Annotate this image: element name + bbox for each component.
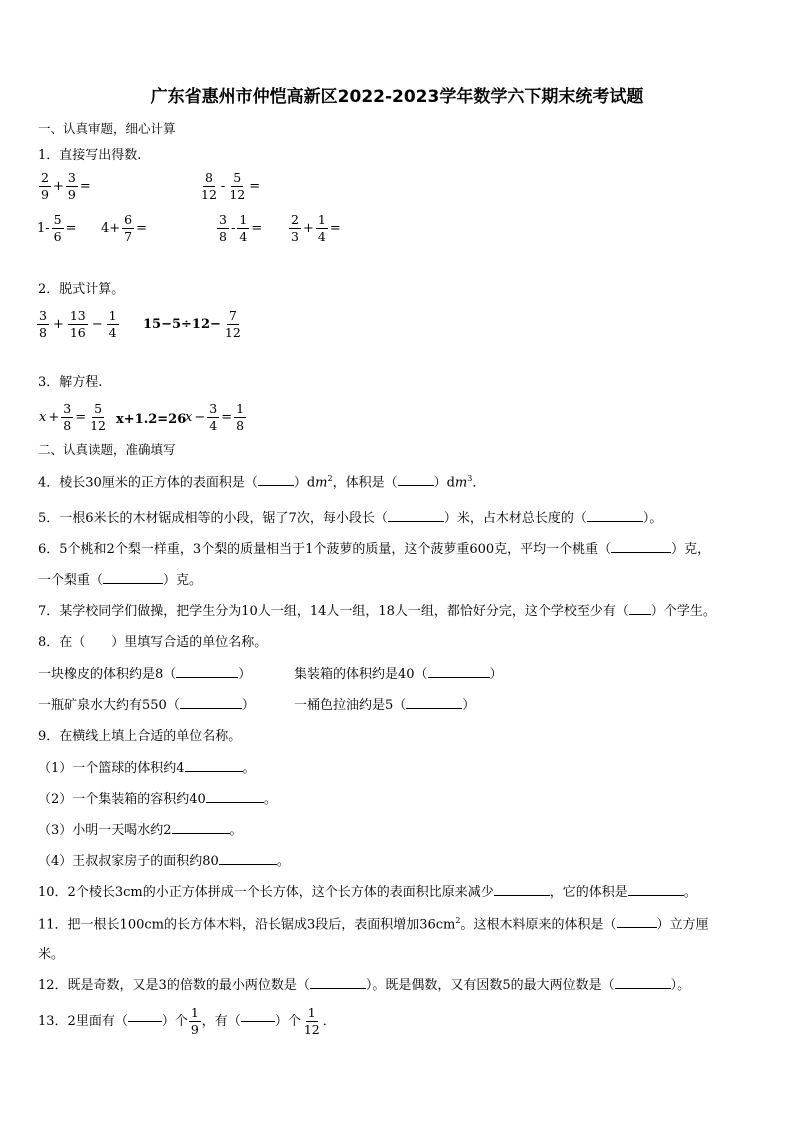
numerator: 5 bbox=[52, 213, 64, 229]
numerator: 8 bbox=[203, 171, 215, 187]
answer-blank[interactable] bbox=[310, 988, 366, 989]
q9-text: 。 bbox=[229, 823, 243, 838]
operator: - bbox=[220, 179, 226, 195]
q1-expr-3 bbox=[36, 213, 78, 245]
q6-text: 6．5个桃和2个梨一样重，3个梨的质量相当于1个菠萝的质量，这个菠萝重600克，平均一个桃重（ bbox=[38, 542, 612, 557]
q8-item-1 bbox=[38, 668, 251, 681]
q11-text: ）立方厘 bbox=[656, 917, 709, 933]
q1-expr-2 bbox=[198, 171, 261, 203]
q11-line-2: 米。 bbox=[38, 947, 65, 962]
denominator: 12 bbox=[90, 418, 107, 434]
denominator: 4 bbox=[209, 418, 218, 434]
answer-blank[interactable] bbox=[176, 677, 238, 678]
q6-text: ）克。 bbox=[163, 573, 203, 588]
q5 bbox=[38, 512, 662, 525]
answer-blank[interactable] bbox=[628, 895, 684, 896]
q6-text: ）克， bbox=[671, 542, 711, 557]
prefix: 4+ bbox=[101, 221, 121, 237]
q9-text: （2）一个集装箱的容积约40 bbox=[38, 792, 206, 807]
denominator: 12 bbox=[229, 187, 246, 203]
q7-text: ）个学生。 bbox=[650, 604, 716, 619]
answer-blank[interactable] bbox=[180, 708, 242, 709]
answer-blank[interactable] bbox=[615, 988, 671, 989]
numerator: 5 bbox=[231, 171, 243, 187]
answer-blank[interactable] bbox=[219, 864, 277, 865]
denominator: 7 bbox=[124, 229, 133, 245]
answer-blank[interactable] bbox=[611, 552, 671, 553]
q4-text: ）d bbox=[293, 475, 316, 491]
denominator: 8 bbox=[219, 229, 227, 245]
unit: m bbox=[454, 475, 468, 491]
q3-stem: 3．解方程. bbox=[38, 375, 103, 390]
operator: + bbox=[52, 317, 64, 333]
section-1-heading: 一、认真审题，细心计算 bbox=[38, 121, 176, 136]
q2-stem: 2．脱式计算。 bbox=[38, 282, 125, 297]
q7 bbox=[38, 605, 716, 618]
q7-text: 7．某学校同学们做操，把学生分为10人一组，14人一组，18人一组，都恰好分完，这个学校至少有（ bbox=[38, 604, 629, 619]
numerator: 1 bbox=[316, 213, 328, 229]
q11-text: 。这根木料原来的体积是（ bbox=[460, 917, 617, 933]
numerator: 2 bbox=[289, 213, 301, 229]
denominator: 12 bbox=[303, 1022, 320, 1038]
denominator: 12 bbox=[224, 325, 241, 341]
q2-expr-1 bbox=[36, 309, 120, 341]
q8-text: 一瓶矿泉水大约有550（ bbox=[38, 698, 180, 713]
q12 bbox=[38, 979, 690, 992]
numerator: 6 bbox=[122, 213, 134, 229]
q2-expr-2 bbox=[142, 309, 244, 341]
denominator: 8 bbox=[63, 418, 72, 434]
q13 bbox=[38, 1006, 336, 1038]
q5-text: ）米，占木材总长度的（ bbox=[443, 511, 587, 526]
q4-text: ）d bbox=[433, 475, 455, 491]
q5-text: ）。 bbox=[642, 511, 663, 526]
equals: = bbox=[329, 221, 341, 237]
denominator: 12 bbox=[201, 187, 217, 203]
page-title: 广东省惠州市仲恺高新区2022-2023学年数学六下期末统考试题 bbox=[150, 87, 644, 107]
equals: = bbox=[75, 410, 87, 426]
numerator: 1 bbox=[234, 402, 246, 418]
operator: − bbox=[194, 410, 206, 426]
denominator: 16 bbox=[69, 325, 86, 341]
q6-line-2 bbox=[38, 574, 202, 587]
answer-blank[interactable] bbox=[128, 1021, 162, 1022]
unit: m bbox=[315, 475, 328, 491]
operator: + bbox=[52, 179, 64, 195]
q6-text: 一个梨重（ bbox=[38, 573, 104, 588]
q12-text: ）。既是偶数，又有因数5的最大两位数是（ bbox=[365, 978, 615, 993]
denominator: 4 bbox=[239, 229, 248, 245]
equals: = bbox=[136, 221, 148, 237]
numerator: 3 bbox=[61, 402, 73, 418]
superscript: 3 bbox=[467, 474, 473, 483]
q1-expr-6 bbox=[288, 213, 342, 245]
answer-blank[interactable] bbox=[258, 485, 294, 486]
answer-blank[interactable] bbox=[629, 614, 651, 615]
equals: = bbox=[79, 179, 91, 195]
q13-text: ，有（ bbox=[201, 1014, 241, 1030]
equals: = bbox=[221, 410, 233, 426]
q9-item-2 bbox=[38, 793, 277, 806]
denominator: 4 bbox=[108, 325, 117, 341]
q1-expr-4 bbox=[100, 213, 148, 245]
q10-text: ，它的体积是 bbox=[549, 885, 628, 900]
prefix: 1- bbox=[37, 221, 50, 237]
numerator: 3 bbox=[66, 171, 78, 187]
answer-blank[interactable] bbox=[617, 927, 657, 928]
numerator: 1 bbox=[107, 309, 119, 325]
denominator: 9 bbox=[67, 187, 76, 203]
q8-stem: 8．在（ ）里填写合适的单位名称。 bbox=[38, 635, 268, 650]
q9-item-3 bbox=[38, 824, 243, 837]
q4 bbox=[38, 475, 485, 489]
answer-blank[interactable] bbox=[494, 895, 550, 896]
q11-text: 11．把一根长100cm的长方体木料，沿长锯成3段后，表面积增加36cm bbox=[38, 917, 456, 933]
q10 bbox=[38, 886, 697, 899]
q13-text: ）个 bbox=[161, 1014, 188, 1030]
answer-blank[interactable] bbox=[185, 771, 243, 772]
variable: x bbox=[39, 410, 47, 426]
superscript: 2 bbox=[327, 474, 333, 483]
q1-expr-5 bbox=[216, 213, 263, 245]
q8-text: ） bbox=[489, 667, 503, 682]
q9-text: （1）一个篮球的体积约4 bbox=[38, 761, 185, 776]
q9-item-4 bbox=[38, 855, 290, 868]
answer-blank[interactable] bbox=[172, 833, 230, 834]
q10-text: 10．2个棱长3cm的小正方体拼成一个长方体，这个长方体的表面积比原来减少 bbox=[38, 885, 494, 900]
q9-text: 。 bbox=[263, 792, 277, 807]
answer-blank[interactable] bbox=[428, 677, 490, 678]
q1-stem: 1．直接写出得数. bbox=[38, 148, 142, 163]
q9-text: 。 bbox=[276, 854, 290, 869]
q10-text: 。 bbox=[683, 885, 697, 900]
q9-text: （4）王叔叔家房子的面积约80 bbox=[38, 854, 219, 869]
answer-blank[interactable] bbox=[398, 485, 434, 486]
q9-item-1 bbox=[38, 762, 256, 775]
numerator: 1 bbox=[306, 1006, 318, 1022]
answer-blank[interactable] bbox=[103, 583, 163, 584]
section-2-heading: 二、认真读题，准确填写 bbox=[38, 442, 176, 457]
denominator: 9 bbox=[190, 1022, 199, 1038]
answer-blank[interactable] bbox=[241, 1021, 275, 1022]
q8-text: ） bbox=[238, 667, 252, 682]
q12-text: ）。 bbox=[670, 978, 691, 993]
numerator: 1 bbox=[237, 213, 249, 229]
q4-text: 4．棱长30厘米的正方体的表面积是（ bbox=[38, 475, 258, 491]
numerator: 7 bbox=[227, 309, 239, 325]
q6-line-1 bbox=[38, 543, 710, 556]
q9-text: 。 bbox=[242, 761, 256, 776]
q1-expr-1 bbox=[38, 171, 92, 203]
q3-eq-2: x+1.2=26 bbox=[116, 412, 187, 427]
q3-eq-1 bbox=[38, 402, 109, 434]
q4-text: ，体积是（ bbox=[332, 475, 398, 491]
q4-text: ． bbox=[472, 475, 486, 491]
numerator: 2 bbox=[39, 171, 51, 187]
equals: = bbox=[65, 221, 77, 237]
q8-text: 集装箱的体积约是40（ bbox=[294, 667, 428, 682]
denominator: 3 bbox=[291, 229, 299, 245]
prefix: 15−5÷12− bbox=[143, 317, 221, 333]
q8-item-2 bbox=[294, 668, 503, 681]
q9-text: （3）小明一天喝水约2 bbox=[38, 823, 172, 838]
operator: + bbox=[48, 410, 60, 426]
denominator: 9 bbox=[41, 187, 49, 203]
q8-item-4 bbox=[294, 699, 475, 712]
answer-blank[interactable] bbox=[406, 708, 462, 709]
equals: = bbox=[251, 221, 263, 237]
denominator: 8 bbox=[236, 418, 245, 434]
q5-text: 5．一根6米长的木材锯成相等的小段，锯了7次，每小段长（ bbox=[38, 511, 388, 526]
numerator: 3 bbox=[37, 309, 49, 325]
numerator: 1 bbox=[189, 1006, 201, 1022]
q8-text: 一块橡皮的体积约是8（ bbox=[38, 667, 177, 682]
q3-eq-3 bbox=[184, 402, 247, 434]
operator: − bbox=[91, 317, 103, 333]
numerator: 5 bbox=[92, 402, 104, 418]
q8-text: ） bbox=[241, 698, 255, 713]
superscript: 2 bbox=[455, 916, 461, 925]
variable: x bbox=[185, 410, 193, 426]
q9-stem: 9．在横线上填上合适的单位名称。 bbox=[38, 729, 242, 744]
numerator: 3 bbox=[207, 402, 219, 418]
q13-text: ）个 bbox=[274, 1014, 301, 1030]
operator: + bbox=[302, 221, 314, 237]
q11-line-1 bbox=[38, 917, 709, 931]
numerator: 13 bbox=[68, 309, 88, 325]
q8-text: ） bbox=[462, 698, 476, 713]
answer-blank[interactable] bbox=[587, 521, 643, 522]
q12-text: 12．既是奇数，又是3的倍数的最小两位数是（ bbox=[38, 978, 310, 993]
q13-text: ． bbox=[322, 1014, 336, 1030]
answer-blank[interactable] bbox=[206, 802, 264, 803]
equals: = bbox=[249, 179, 261, 195]
denominator: 6 bbox=[53, 229, 62, 245]
denominator: 8 bbox=[39, 325, 47, 341]
denominator: 4 bbox=[317, 229, 326, 245]
numerator: 3 bbox=[217, 213, 229, 229]
q8-item-3 bbox=[38, 699, 255, 712]
answer-blank[interactable] bbox=[388, 521, 444, 522]
q13-text: 13．2里面有（ bbox=[38, 1014, 128, 1030]
operator: - bbox=[230, 221, 236, 237]
q8-text: 一桶色拉油约是5（ bbox=[294, 698, 407, 713]
